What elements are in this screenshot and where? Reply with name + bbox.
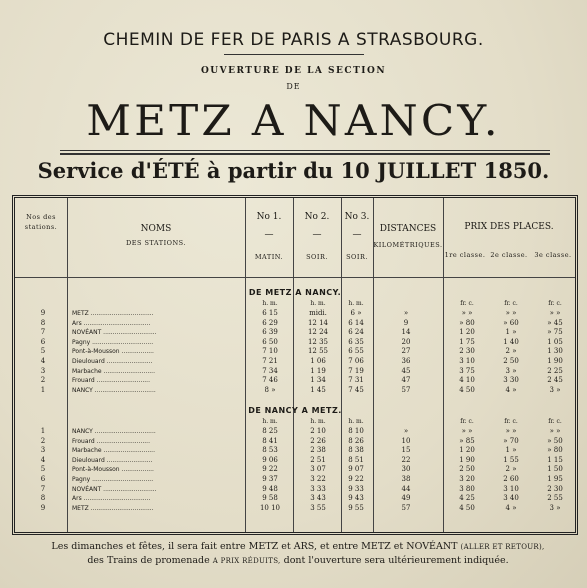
header-dash: —: [352, 230, 362, 240]
distance: 27: [401, 347, 411, 356]
station-name: NOVÉANT ............................: [72, 485, 157, 493]
price-class2: 2 50: [503, 357, 519, 365]
unit-time: h. m.: [262, 418, 278, 425]
header-divider: [15, 277, 575, 278]
train1-time: 8 »: [264, 385, 276, 394]
station-number: 1: [40, 427, 46, 435]
train2-time: 1 34: [310, 376, 326, 385]
train2-time: 1 19: [310, 366, 326, 375]
distance: 44: [401, 484, 411, 493]
price-class2: » 60: [503, 318, 519, 327]
price-class2: 2 »: [505, 347, 517, 356]
table-row: [15, 338, 575, 348]
train1-time: 8 41: [262, 436, 278, 445]
distance: 14: [401, 328, 411, 337]
price-class2: 4 »: [505, 385, 517, 394]
train2-time: 3 43: [310, 494, 326, 503]
train3-time: 6 35: [348, 337, 364, 346]
train3-time: 9 55: [348, 503, 364, 512]
train3-time: 9 07: [348, 465, 364, 474]
header-class3: 3e classe.: [534, 251, 572, 259]
price-class1: 2 30: [459, 347, 475, 356]
station-name: Frouard ............................: [72, 437, 150, 445]
station-number: 2: [40, 436, 46, 445]
footer-text2a: des Trains de promenade: [87, 555, 210, 566]
price-class1: 1 90: [459, 455, 475, 464]
unit-price: fr. c.: [460, 418, 474, 425]
train2-time: 1 45: [310, 385, 326, 394]
train1-time: 6 50: [262, 337, 278, 346]
table-row: [15, 319, 575, 329]
price-class1: 4 10: [459, 376, 475, 385]
distance: 47: [401, 376, 411, 385]
distance: 38: [401, 475, 411, 483]
price-class1: 4 25: [459, 494, 475, 503]
station-name: NANCY ................................: [72, 386, 156, 394]
price-class2: 2 60: [503, 475, 519, 483]
price-class3: 2 25: [547, 366, 563, 375]
station-name: Dieulouard ........................: [72, 358, 153, 365]
table-row: [15, 328, 575, 338]
station-number: 1: [40, 385, 46, 394]
train2-time: 12 24: [307, 328, 329, 337]
train1-time: 9 22: [262, 465, 278, 474]
price-class1: 3 20: [459, 475, 475, 483]
train2-time: 3 33: [310, 484, 326, 493]
unit-price: fr. c.: [504, 418, 518, 425]
train3-time: 9 33: [348, 484, 364, 493]
opening-de: DE: [286, 82, 301, 91]
station-name: Frouard ............................: [72, 377, 150, 385]
price-class3: 2 55: [547, 494, 563, 503]
train2-time: 3 55: [310, 503, 326, 512]
train3-time: 9 43: [348, 494, 364, 503]
unit-price: fr. c.: [504, 300, 518, 307]
price-class2: 3 10: [503, 484, 519, 493]
table-row: [15, 309, 575, 319]
header-train2-sub: SOIR.: [306, 253, 328, 261]
train1-time: 10 10: [259, 503, 281, 512]
train3-time: 9 22: [348, 475, 364, 483]
unit-time: h. m.: [348, 418, 364, 425]
price-class1: 1 20: [459, 446, 475, 455]
station-number: 6: [40, 337, 46, 346]
price-class2: 2 »: [505, 465, 517, 474]
footer-text1b: (ALLER ET RETOUR),: [460, 543, 545, 551]
distance: 30: [401, 465, 411, 474]
table-row: [15, 357, 575, 367]
price-class3: 3 »: [549, 385, 561, 394]
units-row: [15, 417, 575, 427]
station-number: 5: [40, 347, 46, 356]
unit-time: h. m.: [262, 300, 278, 307]
title-rule: [224, 54, 364, 55]
unit-time: h. m.: [310, 418, 326, 425]
distance: 15: [401, 446, 411, 455]
station-name: Pont-à-Mousson .................: [72, 348, 154, 356]
distance: 57: [401, 385, 411, 394]
price-class3: 1 05: [547, 337, 563, 346]
price-class1: 3 10: [459, 357, 475, 365]
distance: 57: [401, 503, 411, 512]
price-class3: 1 95: [547, 475, 563, 483]
table-row: [15, 485, 575, 495]
header-noms: NOMS: [140, 224, 172, 234]
station-name: Ars ...................................: [72, 495, 151, 503]
train3-time: 8 10: [348, 427, 364, 435]
header-train1-sub: MATIN.: [254, 253, 284, 261]
section-metz-nancy-title: DE METZ A NANCY.: [248, 288, 342, 297]
train3-time: 8 26: [348, 436, 364, 445]
distance: 10: [401, 436, 411, 445]
price-class3: 2 30: [547, 484, 563, 493]
table-row: [15, 465, 575, 475]
unit-price: fr. c.: [548, 418, 562, 425]
price-class2: 1 »: [505, 446, 517, 455]
station-name: Pagny ................................: [72, 338, 154, 346]
units-row: [15, 299, 575, 309]
timetable: [12, 195, 578, 535]
train2-time: 2 51: [310, 455, 326, 464]
header-noms-sub: DES STATIONS.: [126, 239, 186, 247]
price-class2: » 70: [503, 436, 519, 445]
footer-text2b: A PRIX RÉDUITS,: [212, 557, 281, 565]
train1-time: 6 29: [262, 318, 278, 327]
table-row: [15, 494, 575, 504]
railway-title: CHEMIN DE FER DE PARIS A STRASBOURG.: [103, 30, 484, 50]
table-row: [15, 437, 575, 447]
table-row: [15, 347, 575, 357]
price-class1: 4 50: [459, 385, 475, 394]
station-name: Pont-à-Mousson .................: [72, 466, 154, 474]
station-name: METZ .................................: [72, 504, 154, 512]
train1-time: 9 06: [262, 455, 278, 464]
train3-time: 7 06: [348, 357, 364, 365]
distance: 45: [401, 366, 411, 375]
train2-time: 12 35: [307, 337, 329, 346]
header-dash: —: [264, 230, 274, 240]
train3-time: 6 24: [348, 328, 364, 337]
distance: 20: [401, 337, 411, 346]
train1-time: 6 39: [262, 328, 278, 337]
price-class2: 3 »: [505, 366, 517, 375]
table-row: [15, 376, 575, 386]
header-dash: —: [312, 230, 322, 240]
price-class1: » »: [461, 427, 473, 435]
station-number: 7: [40, 328, 46, 337]
opening-title: OUVERTURE DE LA SECTION: [200, 66, 387, 76]
train2-time: midi.: [309, 309, 327, 317]
station-number: 4: [40, 455, 46, 464]
price-class3: » »: [549, 427, 561, 435]
header-train3-sub: SOIR.: [346, 253, 368, 261]
footer-text2c: dont l'ouverture sera ultérieurement indiquée.: [283, 555, 509, 566]
price-class2: 4 »: [505, 503, 517, 512]
section-title-main: METZ A NANCY.: [86, 96, 501, 145]
price-class1: 1 75: [459, 337, 475, 346]
station-number: 2: [40, 376, 46, 385]
price-class2: 3 30: [503, 376, 519, 385]
price-class3: 3 »: [549, 503, 561, 512]
price-class1: 3 75: [459, 366, 475, 375]
price-class2: » »: [505, 427, 517, 435]
train3-time: 8 38: [348, 446, 364, 455]
train2-time: 12 14: [307, 318, 329, 327]
price-class1: 1 20: [459, 328, 475, 337]
footer-text1: Les dimanches et fêtes, il sera fait entre METZ et ARS, et entre METZ et NOVÉANT: [51, 541, 458, 552]
train3-time: 7 19: [348, 366, 364, 375]
train1-time: 8 25: [262, 427, 278, 435]
table-row: [15, 427, 575, 437]
unit-time: h. m.: [310, 300, 326, 307]
price-class3: 1 50: [547, 465, 563, 474]
distance: 9: [403, 318, 409, 327]
price-class1: » 85: [459, 436, 475, 445]
header-nos: Nos des stations.: [24, 213, 58, 231]
distance: »: [403, 427, 409, 435]
train2-time: 3 22: [310, 475, 326, 483]
station-number: 4: [40, 357, 46, 365]
train3-time: 6 55: [348, 347, 364, 356]
header-distances-sub: KILOMÉTRIQUES.: [373, 241, 443, 249]
distance: 49: [401, 494, 411, 503]
train1-time: 7 34: [262, 366, 278, 375]
header-distances: DISTANCES: [379, 224, 437, 234]
price-class3: » 50: [547, 436, 563, 445]
train3-time: 8 51: [348, 455, 364, 464]
train1-time: 7 21: [262, 357, 278, 365]
price-class3: » »: [549, 309, 561, 317]
distance: 22: [401, 455, 411, 464]
table-row: [15, 504, 575, 514]
header-class1: 1re classe.: [444, 251, 486, 259]
header-train3: No 3.: [344, 212, 370, 222]
train2-time: 2 10: [310, 427, 326, 435]
train1-time: 7 46: [262, 376, 278, 385]
header-prix: PRIX DES PLACES.: [464, 222, 554, 232]
price-class1: » »: [461, 309, 473, 317]
station-name: Marbache ...........................: [72, 447, 156, 455]
header-train1: No 1.: [256, 212, 282, 222]
price-class1: » 80: [459, 318, 475, 327]
train1-time: 9 37: [262, 475, 278, 483]
price-class2: » »: [505, 309, 517, 317]
train1-time: 7 10: [262, 347, 278, 356]
price-class2: 3 40: [503, 494, 519, 503]
train3-time: 7 31: [348, 376, 364, 385]
price-class3: 2 45: [547, 376, 563, 385]
main-rule-thin: [60, 150, 550, 151]
price-class1: 4 50: [459, 503, 475, 512]
distance: »: [403, 309, 409, 317]
station-number: 8: [40, 318, 46, 327]
train1-time: 9 58: [262, 494, 278, 503]
train1-time: 8 53: [262, 446, 278, 455]
table-row: [15, 475, 575, 485]
train3-time: 6 »: [350, 309, 362, 317]
station-name: Pagny ................................: [72, 476, 154, 483]
price-class3: » 45: [547, 318, 563, 327]
station-number: 5: [40, 465, 46, 474]
price-class3: » 75: [547, 328, 563, 337]
station-name: Ars ...................................: [72, 319, 151, 327]
train3-time: 6 14: [348, 318, 364, 327]
unit-price: fr. c.: [460, 300, 474, 307]
header-class2: 2e classe.: [490, 251, 528, 259]
station-number: 9: [40, 503, 46, 512]
main-rule-thick: [60, 153, 550, 155]
table-row: [15, 456, 575, 466]
station-name: Marbache ...........................: [72, 367, 156, 375]
price-class3: 1 15: [547, 455, 563, 464]
train1-time: 6 15: [262, 309, 278, 317]
station-number: 3: [40, 366, 46, 375]
price-class3: » 80: [547, 446, 563, 455]
service-date: Service d'ÉTÉ à partir du 10 JUILLET 1850.: [37, 158, 550, 183]
price-class1: 2 50: [459, 465, 475, 474]
station-name: METZ .................................: [72, 310, 154, 317]
price-class2: 1 40: [503, 337, 519, 346]
train2-time: 2 38: [310, 446, 326, 455]
train2-time: 3 07: [310, 465, 326, 474]
price-class1: 3 80: [459, 484, 475, 493]
station-name: NOVÉANT ............................: [72, 329, 157, 337]
unit-price: fr. c.: [548, 300, 562, 307]
section-nancy-metz-title: DE NANCY A METZ.: [248, 406, 342, 415]
unit-time: h. m.: [348, 300, 364, 307]
table-row: [15, 367, 575, 377]
table-row: [15, 386, 575, 396]
station-name: NANCY ................................: [72, 428, 156, 435]
train3-time: 7 45: [348, 385, 364, 394]
table-row: [15, 446, 575, 456]
header-train2: No 2.: [304, 212, 330, 222]
station-number: 9: [40, 309, 46, 317]
station-number: 8: [40, 494, 46, 503]
price-class2: 1 »: [505, 328, 517, 337]
station-number: 3: [40, 446, 46, 455]
station-number: 7: [40, 484, 46, 493]
train2-time: 1 06: [310, 357, 326, 365]
footer-note: [18, 540, 578, 568]
price-class3: 1 90: [547, 357, 563, 365]
price-class3: 1 30: [547, 347, 563, 356]
price-class2: 1 55: [503, 455, 519, 464]
station-number: 6: [40, 475, 46, 483]
train1-time: 9 48: [262, 484, 278, 493]
station-name: Dieulouard ........................: [72, 456, 153, 464]
train2-time: 12 55: [307, 347, 329, 356]
train2-time: 2 26: [310, 436, 326, 445]
distance: 36: [401, 357, 411, 365]
